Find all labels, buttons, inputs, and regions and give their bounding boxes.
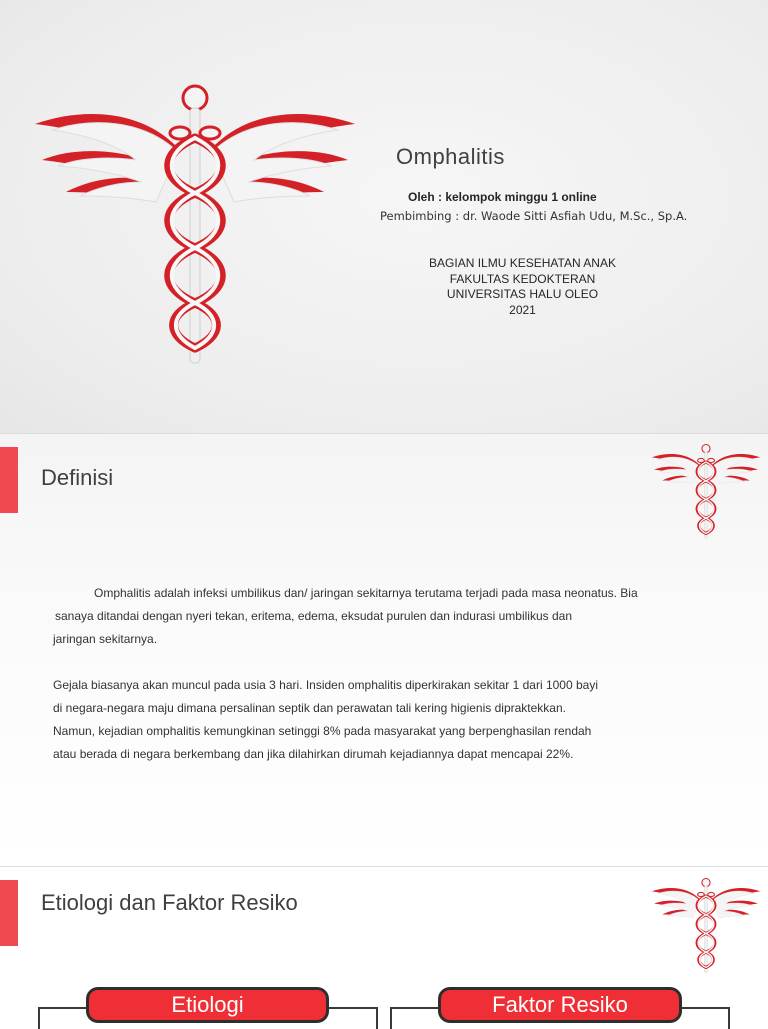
paragraph-line: atau berada di negara berkembang dan jika dilahirkan dirumah kejadiannya dapat mencapai 22%. [53, 747, 574, 761]
slide-divider [0, 866, 768, 867]
institution-year: 2021 [509, 302, 536, 317]
paragraph-line: Omphalitis adalah infeksi umbilikus dan/ jaringan sekitarnya terutama terjadi pada masa neonatus. Bia [94, 586, 638, 600]
section-heading-definisi: Definisi [41, 465, 114, 490]
institution-block [400, 256, 645, 318]
faktor-resiko-label: Faktor Resiko [438, 987, 682, 1023]
etiologi-label: Etiologi [86, 987, 329, 1023]
paragraph-line: sanaya ditandai dengan nyeri tekan, eritema, edema, eksudat purulen dan indurasi umbilikus dan [55, 609, 572, 623]
caduceus-icon [650, 874, 762, 976]
paragraph-line: Namun, kejadian omphalitis kemungkinan setinggi 8% pada masyarakat yang berpenghasilan rendah [53, 724, 592, 738]
section-heading-etiologi: Etiologi dan Faktor Resiko [41, 890, 298, 915]
paragraph-line: Gejala biasanya akan muncul pada usia 3 hari. Insiden omphalitis diperkirakan sekitar 1 dari 1000 bayi [53, 678, 598, 692]
slide-divider [0, 433, 768, 434]
institution-line: FAKULTAS KEDOKTERAN [449, 271, 596, 286]
caduceus-icon [650, 440, 762, 542]
caduceus-icon [30, 78, 360, 368]
mentor-line: Pembimbing : dr. Waode Sitti Asfiah Udu, M.Sc., Sp.A. [380, 209, 688, 223]
accent-bar [0, 447, 18, 513]
paragraph-line: di negara-negara maju dimana persalinan septik dan perawatan tali kering higienis dipraktekkan. [53, 701, 566, 715]
accent-bar [0, 880, 18, 946]
institution-line: UNIVERSITAS HALU OLEO [446, 287, 599, 301]
author-line: Oleh : kelompok minggu 1 online [408, 190, 597, 204]
paragraph-line: jaringan sekitarnya. [53, 632, 158, 646]
presentation-title: Omphalitis [396, 144, 505, 169]
institution-line: BAGIAN ILMU KESEHATAN ANAK [429, 256, 616, 270]
